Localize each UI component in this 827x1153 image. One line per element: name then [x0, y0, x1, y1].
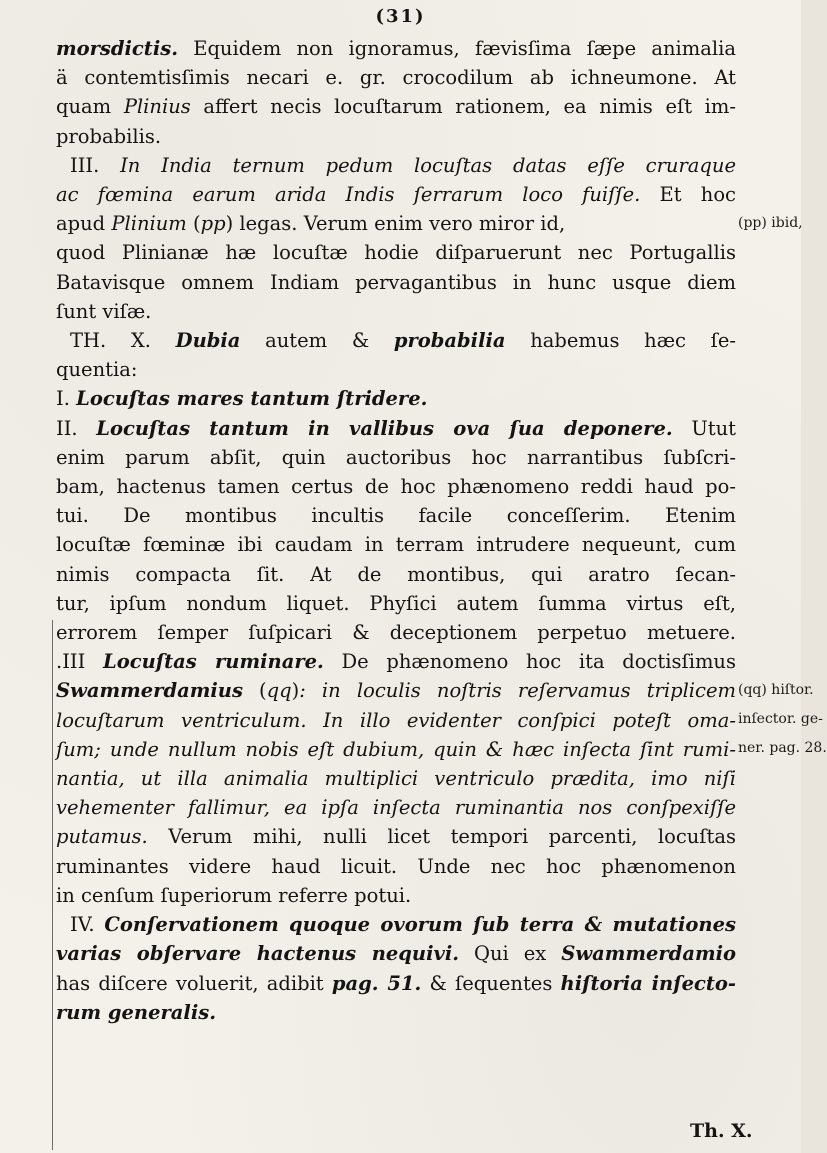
text-line: locuſtæ fœminæ ibi caudam in terram intrudere nequeunt, cum	[56, 533, 736, 557]
text-line: quam Plinius affert necis locuſtarum rationem, ea nimis eſt im-	[56, 95, 736, 119]
text-line: in cenſum ſuperiorum referre potui.	[56, 883, 412, 907]
text-line: tur, ipſum nondum liquet. Phyſici autem ſumma virtus eſt,	[56, 591, 736, 615]
text-line: ä contemtisſimis necari e. gr. crocodilum ab ichneumone. At	[56, 66, 736, 90]
text-line: enim parum abſit, quin auctoribus hoc narrantibus ſubſcri-	[56, 445, 736, 469]
text-line: locuſtarum ventriculum. In illo evidenter conſpici poteſt oma-	[56, 708, 736, 732]
text-line: probabilis.	[56, 124, 162, 148]
text-line: nantia, ut illa animalia multiplici ventriculo prædita, imo niſi	[56, 767, 736, 791]
margin-note-pp: (pp) ibid,	[738, 215, 803, 231]
text-line: errorem ſemper ſuſpicari & deceptionem perpetuo metuere.	[56, 621, 736, 645]
text-line: vehementer fallimur, ea ipſa inſecta ruminantia nos conſpexiſſe	[56, 796, 736, 820]
text-line: bam, hactenus tamen certus de hoc phænomeno reddi haud po-	[56, 475, 736, 499]
catchword: Th. X.	[690, 1120, 753, 1142]
text-line: has diſcere voluerit, adibit pag. 51. & ſequentes hiſtoria inſecto-	[56, 971, 736, 995]
text-line: nimis compacta ſit. At de montibus, qui aratro ſecan-	[56, 562, 736, 586]
text-line: TH. X. Dubia autem & probabilia habemus hæc ſe-	[70, 329, 736, 353]
text-line: ſunt viſæ.	[56, 299, 152, 323]
left-rule	[52, 620, 53, 1150]
text-line: Swammerdamius (qq): in loculis noſtris reſervamus triplicem	[56, 679, 736, 703]
text-line: I. Locuſtas mares tantum ſtridere.	[56, 387, 428, 411]
text-line: ac fœmina earum arida Indis ſerrarum loco fuiſſe. Et hoc	[56, 183, 736, 207]
margin-note-qq: ner. pag. 28.	[738, 740, 827, 756]
margin-note-qq: inſector. ge-	[738, 711, 823, 727]
text-line: .III Locuſtas ruminare. De phænomeno hoc ita doctisſimus	[56, 650, 736, 674]
text-line: ruminantes videre haud licuit. Unde nec hoc phænomenon	[56, 854, 736, 878]
text-line: putamus. Verum mihi, nulli licet tempori parcenti, locuſtas	[56, 825, 736, 849]
text-line: IV. Conſervationem quoque ovorum ſub terra & mutationes	[70, 913, 736, 937]
text-line: II. Locuſtas tantum in vallibus ova ſua deponere. Utut	[56, 416, 736, 440]
text-line: quentia:	[56, 358, 138, 382]
text-line: morsdictis. Equidem non ignoramus, fævisſima ſæpe animalia	[56, 37, 736, 60]
text-line: quod Plinianæ hæ locuſtæ hodie diſparuerunt nec Portugallis	[56, 241, 736, 265]
text-line: rum generalis.	[56, 1000, 216, 1024]
text-line: III. In India ternum pedum locuſtas datas eſſe cruraque	[70, 153, 736, 177]
text-line: ſum; unde nullum nobis eſt dubium, quin & hæc inſecta ſint rumi-	[56, 737, 736, 761]
text-line: apud Plinium (pp) legas. Verum enim vero miror id,	[56, 212, 566, 236]
margin-note-qq: (qq) hiſtor.	[738, 682, 814, 698]
text-line: varias obſervare hactenus nequivi. Qui ex Swammerdamio	[56, 942, 737, 966]
text-line: Batavisque omnem Indiam pervagantibus in hunc usque diem	[56, 270, 736, 294]
body-text	[56, 34, 736, 1027]
text-line: tui. De montibus incultis facile conceſſerim. Etenim	[56, 504, 736, 528]
page-number-header: (31)	[375, 6, 426, 27]
